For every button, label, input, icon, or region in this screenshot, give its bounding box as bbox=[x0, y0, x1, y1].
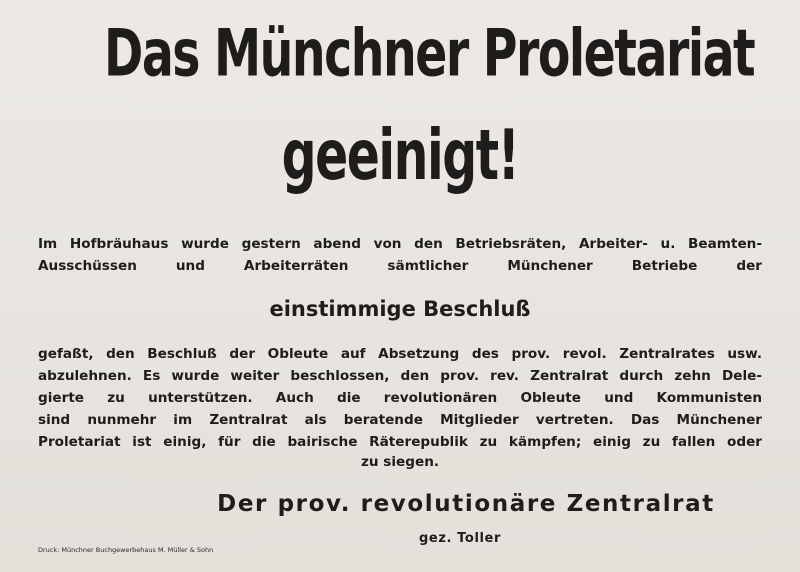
signed-by: gez. Toller bbox=[419, 531, 501, 546]
intro-line-1: Im Hofbräuhaus wurde gestern abend von den Betriebsräten, Arbeiter- u. Beamten- bbox=[38, 236, 762, 252]
body-line-3: gierte zu unterstützen. Auch die revolutionären Obleute und Kommunisten bbox=[38, 390, 762, 406]
body-line-5: Proletariat ist einig, für die bairische Räterepublik zu kämpfen; einig zu fallen oder bbox=[38, 434, 762, 450]
subheading: einstimmige Beschluß bbox=[269, 297, 531, 321]
body-line-4: sind nunmehr im Zentralrat als beratende Mitglieder vertreten. Das Münchener bbox=[38, 412, 762, 428]
intro-line-2: Ausschüssen und Arbeiterräten sämtlicher Münchener Betriebe der bbox=[38, 258, 762, 274]
headline-line-2: geeinigt! bbox=[281, 115, 519, 196]
signature: Der prov. revolutionäre Zentralrat bbox=[217, 491, 715, 517]
body-line-2: abzulehnen. Es wurde weiter beschlossen, den prov. rev. Zentralrat durch zehn Dele- bbox=[38, 368, 762, 384]
printer-imprint: Druck: Münchner Buchgewerbehaus M. Müller & Sohn bbox=[38, 546, 214, 554]
headline-line-1: Das Münchner Proletariat bbox=[104, 16, 755, 92]
body-line-6: zu siegen. bbox=[360, 454, 440, 470]
body-line-1: gefaßt, den Beschluß der Obleute auf Absetzung des prov. revol. Zentralrates usw. bbox=[38, 346, 762, 362]
